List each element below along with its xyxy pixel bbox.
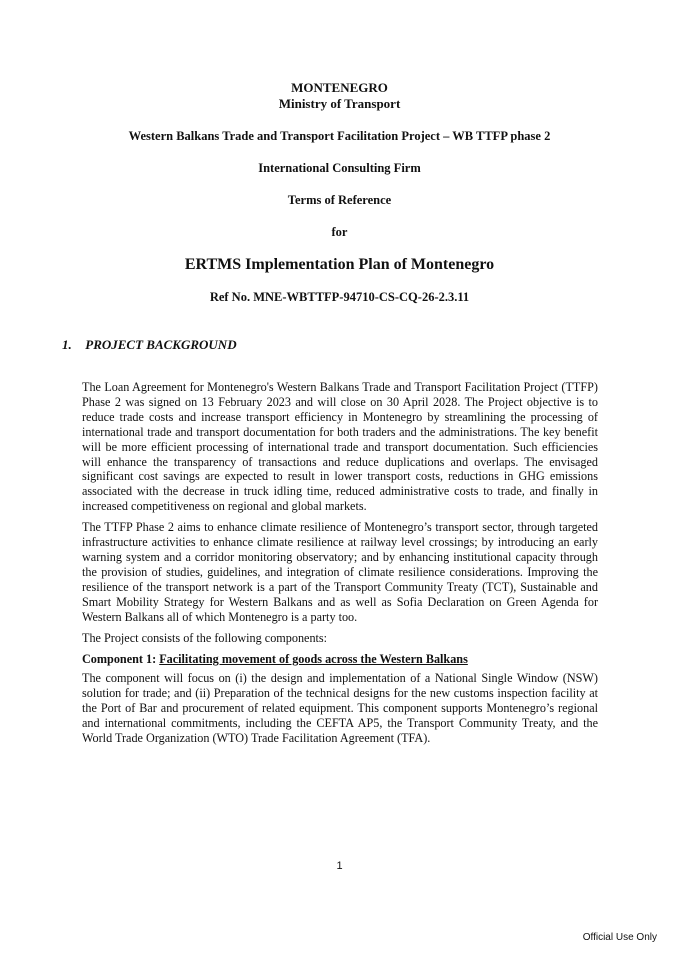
section-number: 1.	[62, 337, 72, 352]
paragraph: The Loan Agreement for Montenegro's Western Balkans Trade and Transport Facilitation Project (TTFP) Phase 2 was signed on 13 February 2023 and will close on 30 April 2028. The Project objective is to reduce trade costs and increase transport efficiency in Montenegro by streamlining the processing of international trade and transport documentation for both traders and the administrations. The key benefit will be more efficient processing of international trade and transport documentation. Such efficiencies will enhance the transparency of transactions and reduce duplications and overlaps. The envisaged significant cost savings are expected to result in lower transport costs, reductions in GHG emissions associated with the decrease in truck idling time, reduced administrative costs to trade, and finally in increased competitiveness on regional and global markets.	[82, 380, 598, 514]
paragraph: The TTFP Phase 2 aims to enhance climate resilience of Montenegro’s transport sector, through targeted infrastructure activities to enhance climate resilience at railway level crossings; by introducing an early warning system and a corridor monitoring observatory; and by enhancing institutional capacity through the provision of studies, guidelines, and integration of climate resilience considerations. Improving the resilience of the transport network is a part of the Transport Community Treaty (TCT), Sustainable and Smart Mobility Strategy for Western Balkans and as well as Sofia Declaration on Green Agenda for Western Balkans all of which Montenegro is a party too.	[82, 520, 598, 624]
for-heading: for	[331, 225, 348, 239]
component-heading	[82, 652, 598, 667]
project-title: Western Balkans Trade and Transport Facilitation Project – WB TTFP phase 2	[128, 129, 551, 143]
firm-heading: International Consulting Firm	[258, 161, 421, 175]
paragraph: The component will focus on (i) the design and implementation of a National Single Window (NSW) solution for trade; and (ii) Preparation of the technical designs for the new customs inspection facility at the Port of Bar and procurement of related equipment. This component supports Montenegro’s regional and international commitments, including the CEFTA AP5, the Transport Community Treaty, and the World Trade Organization (WTO) Trade Facilitation Agreement (TFA).	[82, 671, 598, 745]
page-number: 1	[336, 860, 343, 872]
section-title: PROJECT BACKGROUND	[85, 337, 237, 352]
ministry-heading: Ministry of Transport	[278, 96, 401, 111]
classification-label: Official Use Only	[582, 932, 657, 943]
document-title: ERTMS Implementation Plan of Montenegro	[184, 256, 495, 273]
section-body	[82, 380, 598, 752]
paragraph: The Project consists of the following components:	[82, 630, 328, 645]
section-heading	[62, 337, 237, 353]
country-heading: MONTENEGRO	[291, 80, 388, 95]
component-label: Component 1:	[82, 652, 160, 667]
tor-heading: Terms of Reference	[287, 193, 392, 207]
reference-number: Ref No. MNE-WBTTFP-94710-CS-CQ-26-2.3.11	[209, 290, 470, 304]
component-title: Facilitating movement of goods across the Western Balkans	[159, 652, 468, 667]
